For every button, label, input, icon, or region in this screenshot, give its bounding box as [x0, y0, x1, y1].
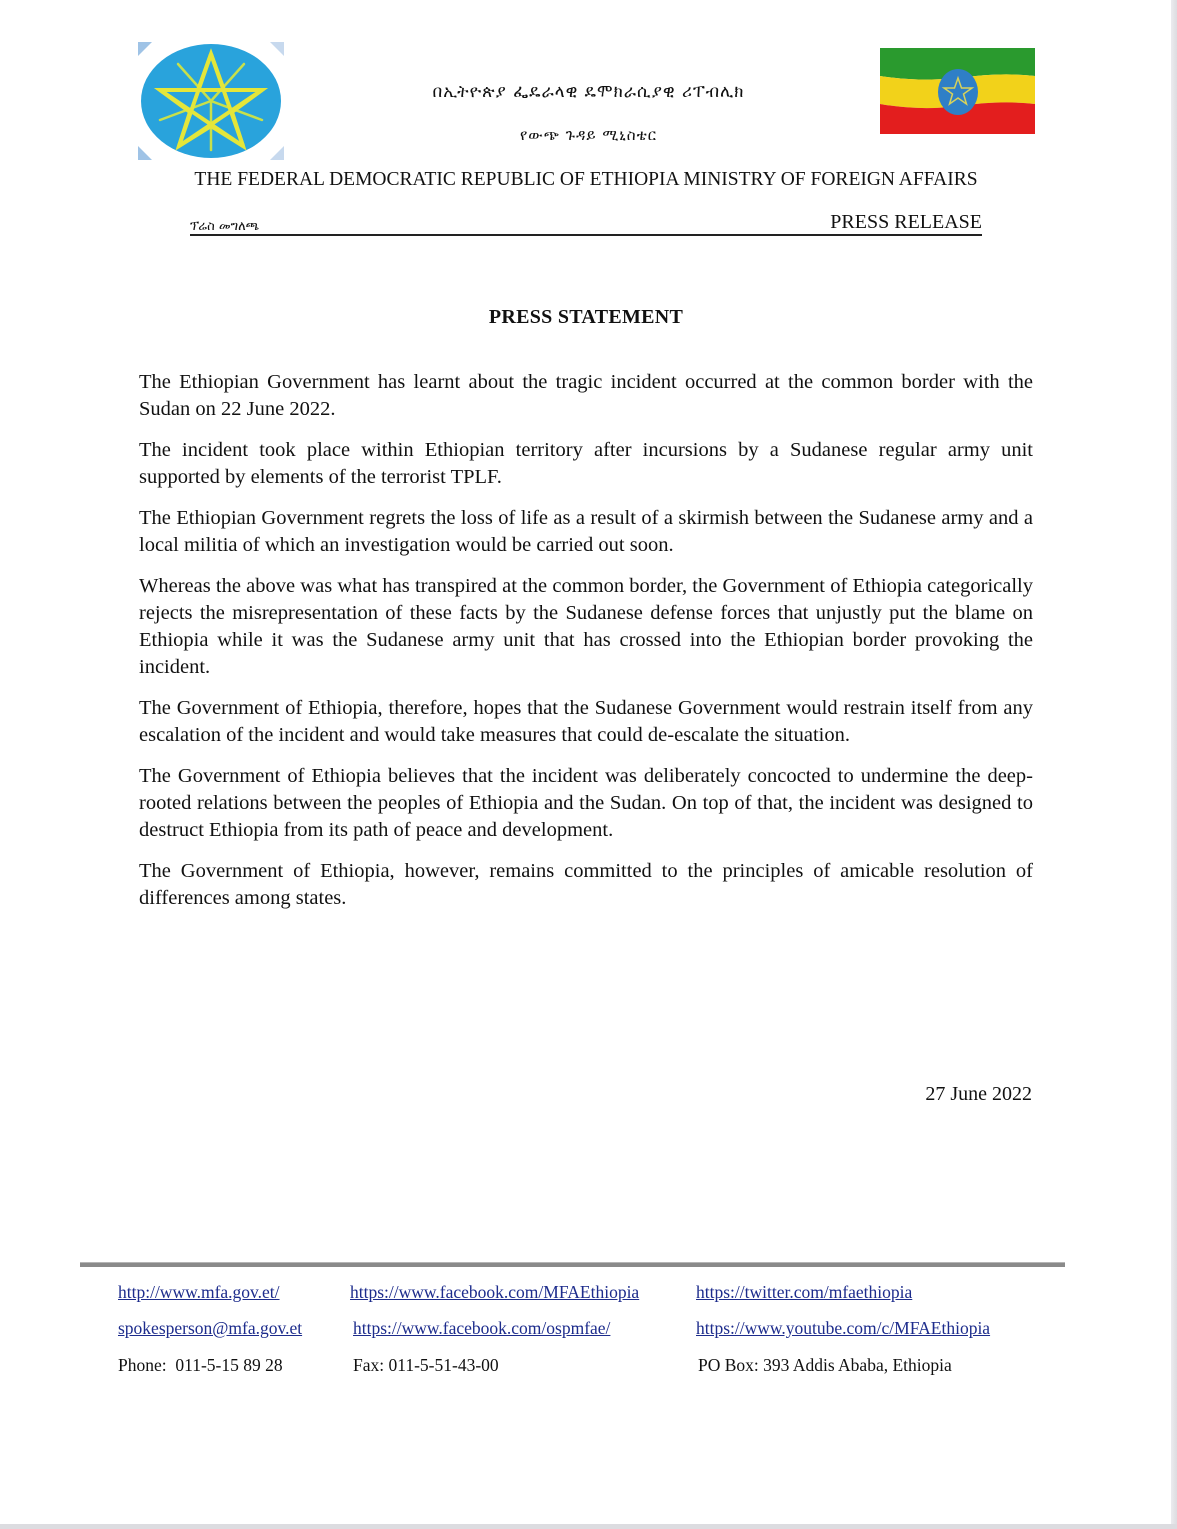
paragraph: The Government of Ethiopia, therefore, hopes that the Sudanese Government would restrain itself from any escalation of the incident and would take measures that could de-escalate the situation. [139, 697, 1033, 746]
fax-number: Fax: 011-5-51-43-00 [353, 1355, 499, 1375]
website-link[interactable]: http://www.mfa.gov.et/ [118, 1282, 280, 1302]
po-box-address: PO Box: 393 Addis Ababa, Ethiopia [698, 1355, 952, 1375]
email-link[interactable]: spokesperson@mfa.gov.et [118, 1318, 303, 1338]
twitter-link[interactable]: https://twitter.com/mfaethiopia [696, 1282, 913, 1302]
amharic-ministry-name: የውጭ ጉዳይ ሚኒስቴር [519, 126, 658, 144]
paragraph: Whereas the above was what has transpired at the common border, the Government of Ethiopia categorically rejects the misrepresentation of these facts by the Sudanese defense forces that unjustly put the blame on Ethiopia while it was the Sudanese army unit that has crossed into the Ethiopian border provoking the incident. [139, 575, 1033, 678]
statement-title: PRESS STATEMENT [488, 306, 684, 328]
press-release-subheader [190, 208, 982, 236]
paragraph: The Government of Ethiopia believes that the incident was deliberately concocted to undermine the deep-rooted relations between the peoples of Ethiopia and the Sudan. On top of that, the incident was designed to destruct Ethiopia from its path of peace and development. [139, 765, 1033, 841]
english-ministry-title: THE FEDERAL DEMOCRATIC REPUBLIC OF ETHIOPIA MINISTRY OF FOREIGN AFFAIRS [194, 169, 978, 190]
paragraph: The Ethiopian Government has learnt about the tragic incident occurred at the common border with the Sudan on 22 June 2022. [139, 371, 1033, 420]
facebook-mfa-link[interactable]: https://www.facebook.com/MFAEthiopia [350, 1282, 640, 1302]
youtube-link[interactable]: https://www.youtube.com/c/MFAEthiopia [696, 1318, 991, 1338]
statement-body [139, 369, 1033, 926]
page-bottom-edge [0, 1524, 1177, 1529]
footer-divider [80, 1262, 1065, 1267]
english-press-release-label: PRESS RELEASE [830, 211, 982, 233]
facebook-ospm-link[interactable]: https://www.facebook.com/ospmfae/ [353, 1318, 611, 1338]
paragraph: The Ethiopian Government regrets the loss of life as a result of a skirmish between the Sudanese army and a local militia of which an investigation would be carried out soon. [139, 507, 1033, 556]
paragraph: The incident took place within Ethiopian territory after incursions by a Sudanese regular army unit supported by elements of the terrorist TPLF. [139, 439, 1033, 488]
amharic-republic-name: በኢትዮጵያ ፌዴራላዊ ዴሞክራሲያዊ ሪፐብሊክ [432, 82, 745, 102]
statement-date: 27 June 2022 [925, 1083, 1032, 1105]
amharic-press-release-label: ፕሬስ መግለጫ [190, 219, 260, 234]
phone-number: Phone: 011-5-15 89 28 [118, 1355, 283, 1375]
paragraph: The Government of Ethiopia, however, remains committed to the principles of amicable resolution of differences among states. [139, 860, 1033, 909]
page-right-edge [1171, 0, 1177, 1529]
